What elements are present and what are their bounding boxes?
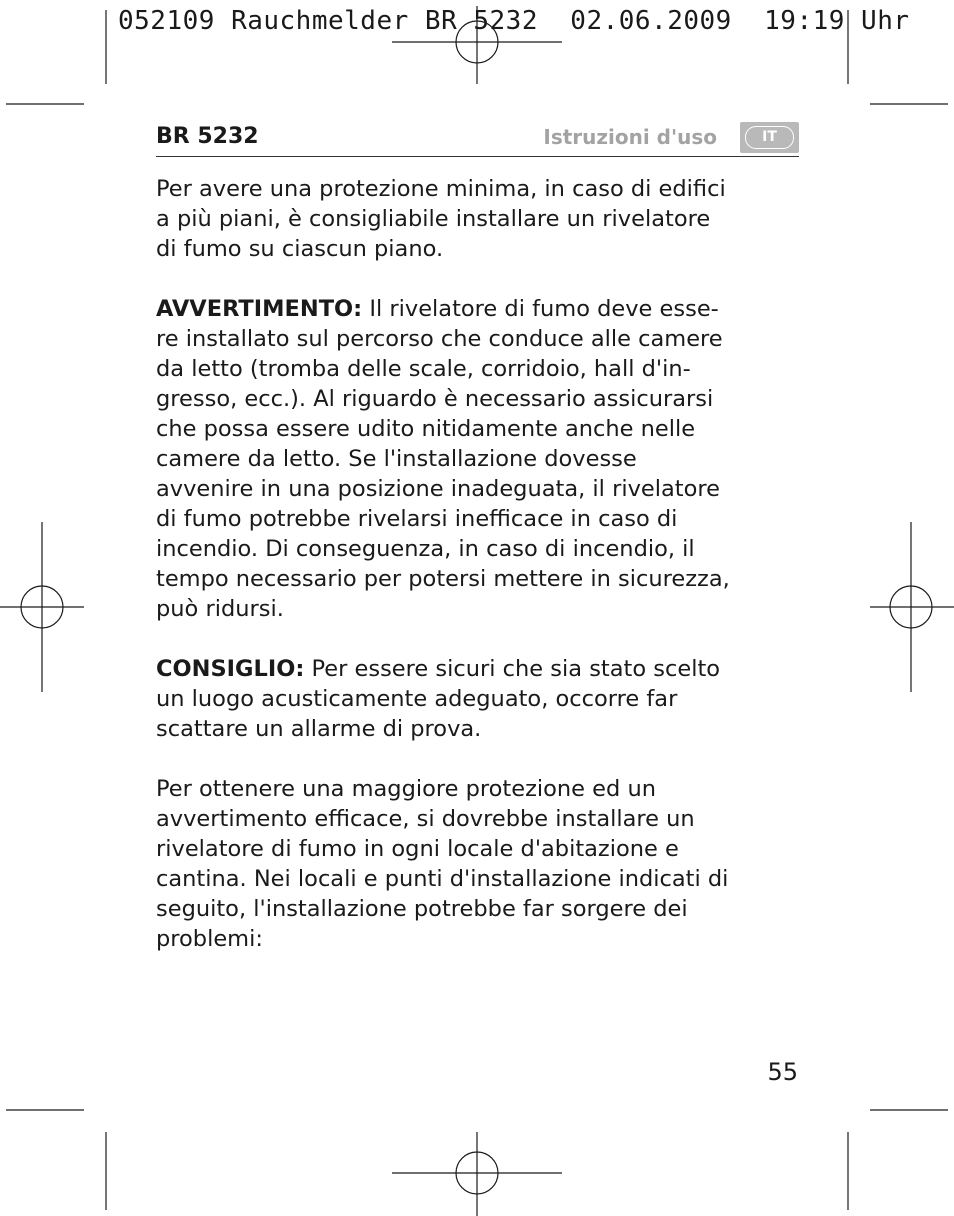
text-line: seguito, l'installazione potrebbe far sorgere dei (156, 896, 688, 922)
text-line: avvertimento efficace, si dovrebbe installare un (156, 806, 695, 832)
paragraph-warning (156, 294, 806, 624)
text-line: incendio. Di conseguenza, in caso di incendio, il (156, 536, 695, 562)
text-line: Per avere una protezione minima, in caso di edifici (156, 176, 726, 202)
text-line: che possa essere udito nitidamente anche nelle (156, 416, 696, 442)
page-header (156, 122, 799, 157)
paragraph-greater-protection (156, 774, 806, 954)
registration-mark-bottom (392, 1132, 562, 1216)
text-line: avvenire in una posizione inadeguata, il rivelatore (156, 476, 720, 502)
text-line: può ridursi. (156, 596, 284, 622)
text-line: Il rivelatore di fumo deve esse- (362, 296, 719, 322)
text-line: tempo necessario per potersi mettere in sicurezza, (156, 566, 730, 592)
text-line: gresso, ecc.). Al riguardo è necessario assicurarsi (156, 386, 714, 412)
registration-mark-right (870, 522, 954, 692)
warning-label: AVVERTIMENTO: (156, 296, 363, 322)
registration-mark-left (0, 522, 84, 692)
model-name: BR 5232 (156, 124, 259, 149)
print-slug: 052109 Rauchmelder BR 5232 02.06.2009 19:19 Uhr (118, 6, 910, 36)
language-code: IT (745, 126, 794, 149)
text-line: camere da letto. Se l'installazione dovesse (156, 446, 637, 472)
text-line: cantina. Nei locali e punti d'installazione indicati di (156, 866, 729, 892)
text-line: scattare un allarme di prova. (156, 716, 482, 742)
text-line: problemi: (156, 926, 263, 952)
section-title: Istruzioni d'uso (543, 125, 717, 149)
tip-label: CONSIGLIO: (156, 656, 305, 682)
paragraph-minimum-protection (156, 174, 806, 264)
text-line: di fumo potrebbe rivelarsi inefficace in caso di (156, 506, 678, 532)
paragraph-tip (156, 654, 806, 744)
text-line: re installato sul percorso che conduce alle camere (156, 326, 723, 352)
text-line: Per essere sicuri che sia stato scelto (304, 656, 721, 682)
text-line: Per ottenere una maggiore protezione ed un (156, 776, 656, 802)
page-number: 55 (767, 1058, 798, 1086)
text-line: un luogo acusticamente adeguato, occorre far (156, 686, 678, 712)
body-text (156, 174, 806, 984)
text-line: a più piani, è consigliabile installare un rivelatore (156, 206, 711, 232)
text-line: da letto (tromba delle scale, corridoio, hall d'in- (156, 356, 691, 382)
text-line: rivelatore di fumo in ogni locale d'abitazione e (156, 836, 679, 862)
registration-mark-top (392, 6, 562, 84)
language-badge (740, 122, 799, 153)
text-line: di fumo su ciascun piano. (156, 236, 444, 262)
